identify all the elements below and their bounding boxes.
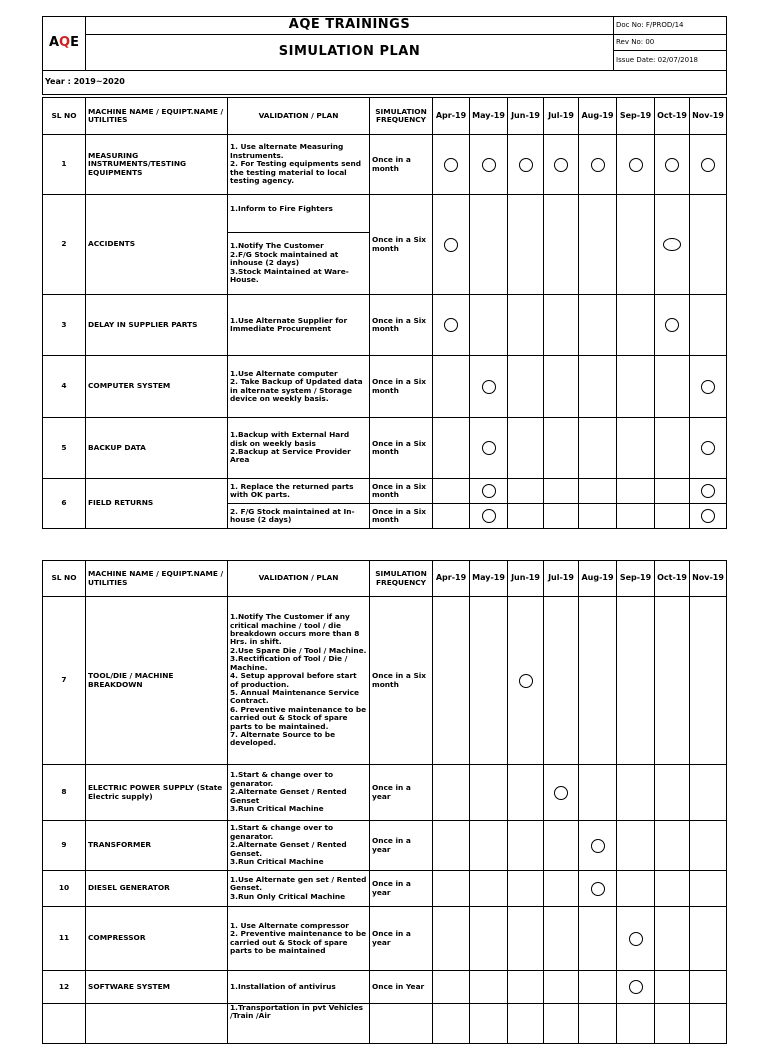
month-cell-apr-19 bbox=[433, 971, 470, 1004]
row-machine-name: TRANSFORMER bbox=[86, 821, 228, 871]
month-cell-nov-19 bbox=[690, 195, 727, 295]
month-cell-jul-19 bbox=[544, 479, 579, 504]
row-frequency: Once in a year bbox=[370, 871, 433, 907]
month-cell-jul-19 bbox=[544, 135, 579, 195]
row-validation-plan: 1.Start & change over to genarator. 2.Alternate Genset / Rented Genset. 3.Run Critical Machine bbox=[228, 821, 370, 871]
row-frequency: Once in a Six month bbox=[370, 356, 433, 418]
revision-number: Rev No: 00 bbox=[614, 35, 727, 51]
table-row bbox=[43, 597, 727, 765]
simulation-plan-table-2 bbox=[42, 560, 727, 1044]
month-cell-aug-19 bbox=[579, 356, 617, 418]
month-cell-jun-19 bbox=[508, 597, 544, 765]
table-row bbox=[43, 418, 727, 479]
row-validation-plan: 1.Inform to Fire Fighters bbox=[228, 195, 370, 233]
plan-year: Year : 2019~2020 bbox=[43, 71, 727, 95]
table-row bbox=[43, 135, 727, 195]
col-header-month: May-19 bbox=[470, 561, 508, 597]
issue-date: Issue Date: 02/07/2018 bbox=[614, 51, 727, 71]
row-validation-plan: 1. Replace the returned parts with OK parts. bbox=[228, 479, 370, 504]
document-subtitle: SIMULATION PLAN bbox=[86, 35, 614, 71]
scheduled-circle-mark bbox=[701, 441, 715, 455]
month-cell-jul-19 bbox=[544, 821, 579, 871]
month-cell-may-19 bbox=[470, 765, 508, 821]
month-cell-sep-19 bbox=[617, 195, 655, 295]
scheduled-circle-mark bbox=[444, 238, 458, 252]
row-validation-plan: 2. F/G Stock maintained at In-house (2 days) bbox=[228, 504, 370, 529]
month-cell-nov-19 bbox=[690, 871, 727, 907]
scheduled-circle-mark bbox=[665, 318, 679, 332]
scheduled-circle-mark bbox=[591, 839, 605, 853]
scheduled-circle-mark bbox=[482, 441, 496, 455]
row-validation-plan: 1.Notify The Customer if any critical machine / tool / die breakdown occurs more than 8 Hrs. in shift. 2.Use Spare Die / Tool / Machine. 3.Rectification of Tool / Die / Machine. 4. Setup approval before start of production. 5. Annual Maintenance Service Contract. 6. Preventive maintenance to be carried out & Stock of spare parts to be maintained. 7. Alternate Source to be developed. bbox=[228, 597, 370, 765]
row-machine-name: DIESEL GENERATOR bbox=[86, 871, 228, 907]
row-serial-number: 9 bbox=[43, 821, 86, 871]
row-machine-name: DELAY IN SUPPLIER PARTS bbox=[86, 295, 228, 356]
month-cell-sep-19 bbox=[617, 821, 655, 871]
month-cell-oct-19 bbox=[655, 597, 690, 765]
month-cell-jun-19 bbox=[508, 135, 544, 195]
month-cell-apr-19 bbox=[433, 479, 470, 504]
scheduled-circle-mark bbox=[519, 674, 533, 688]
month-cell-oct-19 bbox=[655, 765, 690, 821]
month-cell-jun-19 bbox=[508, 971, 544, 1004]
month-cell-may-19 bbox=[470, 504, 508, 529]
month-cell-nov-19 bbox=[690, 971, 727, 1004]
row-validation-plan: 1.Use Alternate computer 2. Take Backup of Updated data in alternate system / Storage device on weekly basis. bbox=[228, 356, 370, 418]
month-cell-sep-19 bbox=[617, 971, 655, 1004]
row-serial-number: 12 bbox=[43, 971, 86, 1004]
row-serial-number: 4 bbox=[43, 356, 86, 418]
month-cell-apr-19 bbox=[433, 135, 470, 195]
row-serial-number: 2 bbox=[43, 195, 86, 295]
scheduled-circle-mark bbox=[701, 380, 715, 394]
row-frequency: Once in a Six month bbox=[370, 479, 433, 504]
col-header-plan: VALIDATION / PLAN bbox=[228, 561, 370, 597]
month-cell-apr-19 bbox=[433, 821, 470, 871]
row-machine-name: SOFTWARE SYSTEM bbox=[86, 971, 228, 1004]
col-header-month: Aug-19 bbox=[579, 561, 617, 597]
month-cell-oct-19 bbox=[655, 135, 690, 195]
table-row bbox=[43, 821, 727, 871]
month-cell-jul-19 bbox=[544, 504, 579, 529]
month-cell-nov-19 bbox=[690, 504, 727, 529]
month-cell-jun-19 bbox=[508, 195, 544, 295]
row-validation-plan: 1.Use Alternate gen set / Rented Genset. 3.Run Only Critical Machine bbox=[228, 871, 370, 907]
month-cell-jul-19 bbox=[544, 765, 579, 821]
col-header-month: Oct-19 bbox=[655, 98, 690, 135]
month-cell-jul-19 bbox=[544, 871, 579, 907]
row-validation-plan: 1. Use alternate Measuring Instruments. 2. For Testing equipments send the testing material to local testing agency. bbox=[228, 135, 370, 195]
month-cell-aug-19 bbox=[579, 504, 617, 529]
row-validation-plan: 1.Installation of antivirus bbox=[228, 971, 370, 1004]
col-header-slno: SL NO bbox=[43, 561, 86, 597]
month-cell-may-19 bbox=[470, 597, 508, 765]
row-machine-name: BACKUP DATA bbox=[86, 418, 228, 479]
month-cell-jun-19 bbox=[508, 504, 544, 529]
scheduled-circle-mark bbox=[701, 484, 715, 498]
row-machine-name: COMPUTER SYSTEM bbox=[86, 356, 228, 418]
month-cell-may-19 bbox=[470, 295, 508, 356]
table-row bbox=[43, 195, 727, 233]
month-cell-sep-19 bbox=[617, 479, 655, 504]
row-machine-name: TOOL/DIE / MACHINE BREAKDOWN bbox=[86, 597, 228, 765]
month-cell-aug-19 bbox=[579, 871, 617, 907]
scheduled-circle-mark bbox=[591, 158, 605, 172]
month-cell-sep-19 bbox=[617, 418, 655, 479]
row-frequency: Once in a Six month bbox=[370, 195, 433, 295]
col-header-month: Oct-19 bbox=[655, 561, 690, 597]
row-validation-plan: 1.Use Alternate Supplier for Immediate Procurement bbox=[228, 295, 370, 356]
row-validation-plan: 1.Backup with External Hard disk on weekly basis 2.Backup at Service Provider Area bbox=[228, 418, 370, 479]
month-cell-nov-19 bbox=[690, 479, 727, 504]
scheduled-circle-mark bbox=[591, 882, 605, 896]
row-machine-name: ELECTRIC POWER SUPPLY (State Electric supply) bbox=[86, 765, 228, 821]
month-cell-oct-19 bbox=[655, 479, 690, 504]
col-header-month: Nov-19 bbox=[690, 561, 727, 597]
col-header-plan: VALIDATION / PLAN bbox=[228, 98, 370, 135]
month-cell-sep-19 bbox=[617, 135, 655, 195]
document-title: AQE TRAININGS bbox=[86, 17, 614, 35]
row-machine-name: MEASURING INSTRUMENTS/TESTING EQUIPMENTS bbox=[86, 135, 228, 195]
month-cell-aug-19 bbox=[579, 135, 617, 195]
month-cell-sep-19 bbox=[617, 871, 655, 907]
month-cell-jul-19 bbox=[544, 971, 579, 1004]
row-serial-number: 5 bbox=[43, 418, 86, 479]
month-cell-jun-19 bbox=[508, 821, 544, 871]
row-frequency: Once in a year bbox=[370, 765, 433, 821]
month-cell-nov-19 bbox=[690, 135, 727, 195]
table-row bbox=[43, 479, 727, 504]
month-cell-jun-19 bbox=[508, 356, 544, 418]
scheduled-circle-mark bbox=[444, 158, 458, 172]
month-cell-sep-19 bbox=[617, 765, 655, 821]
company-logo: AQE bbox=[43, 17, 86, 71]
col-header-machine: MACHINE NAME / EQUIPT.NAME / UTILITIES bbox=[86, 561, 228, 597]
row-serial-number: 3 bbox=[43, 295, 86, 356]
month-cell-aug-19 bbox=[579, 971, 617, 1004]
month-cell-oct-19 bbox=[655, 356, 690, 418]
month-cell-nov-19 bbox=[690, 821, 727, 871]
col-header-month: Apr-19 bbox=[433, 561, 470, 597]
month-cell-may-19 bbox=[470, 479, 508, 504]
month-cell-sep-19 bbox=[617, 295, 655, 356]
month-cell-may-19 bbox=[470, 135, 508, 195]
scheduled-circle-mark bbox=[629, 158, 643, 172]
month-cell-oct-19 bbox=[655, 195, 690, 295]
month-cell-nov-19 bbox=[690, 418, 727, 479]
row-serial-number: 6 bbox=[43, 479, 86, 529]
month-cell-jun-19 bbox=[508, 479, 544, 504]
month-cell-apr-19 bbox=[433, 418, 470, 479]
table-row bbox=[43, 765, 727, 821]
row-machine-name: ACCIDENTS bbox=[86, 195, 228, 295]
month-cell-aug-19 bbox=[579, 479, 617, 504]
month-cell-apr-19 bbox=[433, 295, 470, 356]
scheduled-circle-mark bbox=[701, 158, 715, 172]
month-cell-apr-19 bbox=[433, 907, 470, 971]
month-cell-sep-19 bbox=[617, 356, 655, 418]
month-cell-aug-19 bbox=[579, 821, 617, 871]
col-header-frequency: SIMULATION FREQUENCY bbox=[370, 98, 433, 135]
month-cell-oct-19 bbox=[655, 418, 690, 479]
row-frequency: Once in Year bbox=[370, 971, 433, 1004]
row-serial-number: 8 bbox=[43, 765, 86, 821]
month-cell-jul-19 bbox=[544, 195, 579, 295]
month-cell-aug-19 bbox=[579, 765, 617, 821]
row-frequency: Once in a year bbox=[370, 821, 433, 871]
scheduled-circle-mark bbox=[629, 980, 643, 994]
month-cell-aug-19 bbox=[579, 907, 617, 971]
col-header-month: Nov-19 bbox=[690, 98, 727, 135]
month-cell-may-19 bbox=[470, 418, 508, 479]
table-row bbox=[43, 356, 727, 418]
month-cell-apr-19 bbox=[433, 597, 470, 765]
month-cell-jul-19 bbox=[544, 418, 579, 479]
month-cell-may-19 bbox=[470, 356, 508, 418]
col-header-month: Jul-19 bbox=[544, 98, 579, 135]
table-row bbox=[43, 871, 727, 907]
month-cell-may-19 bbox=[470, 971, 508, 1004]
month-cell-nov-19 bbox=[690, 907, 727, 971]
month-cell-nov-19 bbox=[690, 295, 727, 356]
month-cell-aug-19 bbox=[579, 195, 617, 295]
row-serial-number: 7 bbox=[43, 597, 86, 765]
row-validation-plan: 1.Transportation in pvt Vehicles /Train /Air bbox=[228, 1004, 370, 1044]
col-header-month: Sep-19 bbox=[617, 98, 655, 135]
col-header-month: Jun-19 bbox=[508, 98, 544, 135]
month-cell-oct-19 bbox=[655, 295, 690, 356]
row-frequency: Once in a Six month bbox=[370, 504, 433, 529]
month-cell-jun-19 bbox=[508, 765, 544, 821]
month-cell-apr-19 bbox=[433, 356, 470, 418]
month-cell-may-19 bbox=[470, 195, 508, 295]
month-cell-apr-19 bbox=[433, 765, 470, 821]
column-header-row bbox=[43, 98, 727, 135]
month-cell-apr-19 bbox=[433, 195, 470, 295]
month-cell-may-19 bbox=[470, 907, 508, 971]
row-frequency: Once in a Six month bbox=[370, 418, 433, 479]
month-cell-oct-19 bbox=[655, 871, 690, 907]
month-cell-aug-19 bbox=[579, 418, 617, 479]
scheduled-circle-mark bbox=[519, 158, 533, 172]
col-header-month: Aug-19 bbox=[579, 98, 617, 135]
month-cell-jul-19 bbox=[544, 356, 579, 418]
row-validation-plan: 1.Notify The Customer 2.F/G Stock maintained at inhouse (2 days) 3.Stock Maintained at Ware-House. bbox=[228, 233, 370, 295]
scheduled-circle-mark bbox=[554, 786, 568, 800]
month-cell-aug-19 bbox=[579, 295, 617, 356]
row-machine-name: FIELD RETURNS bbox=[86, 479, 228, 529]
month-cell-nov-19 bbox=[690, 597, 727, 765]
month-cell-jul-19 bbox=[544, 907, 579, 971]
col-header-month: May-19 bbox=[470, 98, 508, 135]
month-cell-jul-19 bbox=[544, 597, 579, 765]
simulation-plan-table-1 bbox=[42, 97, 727, 529]
scheduled-circle-mark bbox=[482, 380, 496, 394]
scheduled-circle-mark bbox=[482, 484, 496, 498]
row-validation-plan: 1. Use Alternate compressor 2. Preventive maintenance to be carried out & Stock of spare parts to be maintained bbox=[228, 907, 370, 971]
month-cell-apr-19 bbox=[433, 871, 470, 907]
row-machine-name: COMPRESSOR bbox=[86, 907, 228, 971]
month-cell-oct-19 bbox=[655, 504, 690, 529]
table-row bbox=[43, 295, 727, 356]
scheduled-circle-mark bbox=[701, 509, 715, 523]
column-header-row bbox=[43, 561, 727, 597]
row-serial-number: 10 bbox=[43, 871, 86, 907]
scheduled-circle-mark bbox=[482, 509, 496, 523]
month-cell-oct-19 bbox=[655, 971, 690, 1004]
scheduled-circle-mark bbox=[663, 238, 681, 251]
row-frequency: Once in a Six month bbox=[370, 295, 433, 356]
row-serial-number: 1 bbox=[43, 135, 86, 195]
month-cell-apr-19 bbox=[433, 504, 470, 529]
month-cell-jun-19 bbox=[508, 871, 544, 907]
row-validation-plan: 1.Start & change over to genarator. 2.Alternate Genset / Rented Genset 3.Run Critical Machine bbox=[228, 765, 370, 821]
scheduled-circle-mark bbox=[444, 318, 458, 332]
month-cell-jul-19 bbox=[544, 295, 579, 356]
month-cell-may-19 bbox=[470, 821, 508, 871]
table-row bbox=[43, 971, 727, 1004]
col-header-month: Jun-19 bbox=[508, 561, 544, 597]
month-cell-jun-19 bbox=[508, 907, 544, 971]
col-header-month: Sep-19 bbox=[617, 561, 655, 597]
month-cell-may-19 bbox=[470, 871, 508, 907]
month-cell-jun-19 bbox=[508, 418, 544, 479]
month-cell-oct-19 bbox=[655, 821, 690, 871]
col-header-month: Jul-19 bbox=[544, 561, 579, 597]
row-frequency: Once in a year bbox=[370, 907, 433, 971]
month-cell-jun-19 bbox=[508, 295, 544, 356]
col-header-month: Apr-19 bbox=[433, 98, 470, 135]
month-cell-sep-19 bbox=[617, 907, 655, 971]
row-serial-number: 11 bbox=[43, 907, 86, 971]
table-row bbox=[43, 907, 727, 971]
month-cell-nov-19 bbox=[690, 765, 727, 821]
header-table bbox=[42, 16, 727, 95]
month-cell-oct-19 bbox=[655, 907, 690, 971]
month-cell-sep-19 bbox=[617, 597, 655, 765]
month-cell-sep-19 bbox=[617, 504, 655, 529]
row-frequency: Once in a Six month bbox=[370, 597, 433, 765]
doc-number: Doc No: F/PROD/14 bbox=[614, 17, 727, 35]
scheduled-circle-mark bbox=[665, 158, 679, 172]
scheduled-circle-mark bbox=[629, 932, 643, 946]
row-frequency: Once in a month bbox=[370, 135, 433, 195]
col-header-slno: SL NO bbox=[43, 98, 86, 135]
col-header-machine: MACHINE NAME / EQUIPT.NAME / UTILITIES bbox=[86, 98, 228, 135]
scheduled-circle-mark bbox=[554, 158, 568, 172]
month-cell-nov-19 bbox=[690, 356, 727, 418]
scheduled-circle-mark bbox=[482, 158, 496, 172]
month-cell-aug-19 bbox=[579, 597, 617, 765]
col-header-frequency: SIMULATION FREQUENCY bbox=[370, 561, 433, 597]
